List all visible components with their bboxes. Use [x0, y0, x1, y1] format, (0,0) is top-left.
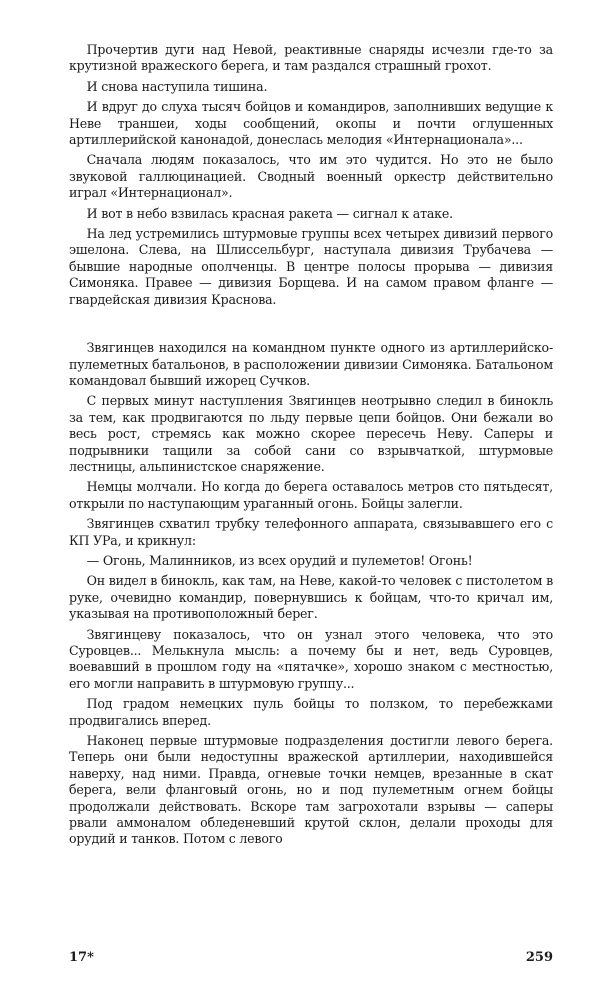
- paragraph: Под градом немецких пуль бойцы то ползком, то перебежками продвигались вперед.: [69, 696, 553, 728]
- page-body: [69, 42, 553, 852]
- paragraph: И вдруг до слуха тысяч бойцов и командиров, заполнивших ведущие к Неве траншеи, ходы сообщений, окопы и почти оглушенных артиллерийской канонадой, донеслась мелодия «Интернационала»...: [69, 99, 553, 148]
- paragraph: Прочертив дуги над Невой, реактивные снаряды исчезли где-то за крутизной вражеского берега, и там раздался страшный грохот.: [69, 42, 553, 74]
- paragraph: — Огонь, Малинников, из всех орудий и пулеметов! Огонь!: [86, 552, 473, 568]
- signature-mark: 17*: [69, 950, 94, 965]
- page-number: 259: [525, 950, 553, 965]
- page-footer: [69, 950, 553, 965]
- paragraph: Звягинцеву показалось, что он узнал этого человека, что это Суровцев... Мелькнула мысль: а почему бы и нет, ведь Суровцев, воевавший в прошлом году на «пятачке», хорошо знаком с местностью, его могли направить в штурмовую группу...: [69, 626, 553, 691]
- paragraph: Он видел в бинокль, как там, на Неве, какой-то человек с пистолетом в руке, очевидно командир, повернувшись к бойцам, что-то кричал им, указывая на противоположный берег.: [69, 573, 553, 622]
- paragraph: Звягинцев схватил трубку телефонного аппарата, связывавшего его с КП УРа, и крикнул:: [69, 516, 553, 548]
- paragraph: С первых минут наступления Звягинцев неотрывно следил в бинокль за тем, как продвигаются по льду первые цепи бойцов. Они бежали во весь рост, стремясь как можно скорее пересечь Неву. Саперы и подрывники тащили за собой сани со взрывчаткой, штурмовые лестницы, альпинистское снаряжение.: [69, 393, 553, 474]
- paragraph: Звягинцев находился на командном пункте одного из артиллерийско-пулеметных батальонов, в расположении дивизии Симоняка. Батальоном командовал бывший ижорец Сучков.: [69, 340, 553, 388]
- section-break: [69, 312, 553, 340]
- paragraph: Немцы молчали. Но когда до берега оставалось метров сто пятьдесят, открыли по наступающим ураганный огонь. Бойцы залегли.: [69, 479, 553, 511]
- paragraph: Наконец первые штурмовые подразделения достигли левого берега. Теперь они были недоступны вражеской артиллерии, находившейся наверху, над ними. Правда, огневые точки немцев, врезанные в скат берега, вели фланговый огонь, но и под пулеметным огнем бойцы продолжали действовать. Вскоре там загрохотали взрывы — саперы рвали аммоналом обледеневший крутой склон, делали проходы для орудий и танков. Потом с левого: [69, 733, 553, 847]
- paragraph: Сначала людям показалось, что им это чудится. Но это не было звуковой галлюцинацией. Сводный военный оркестр действительно играл «Интернационал».: [69, 152, 553, 201]
- paragraph: И снова наступила тишина.: [86, 78, 268, 94]
- paragraph: На лед устремились штурмовые группы всех четырех дивизий первого эшелона. Слева, на Шлиссельбург, наступала дивизия Трубачева — бывшие народные ополченцы. В центре полосы прорыва — дивизия Симоняка. Правее — дивизия Борщева. И на самом правом фланге — гвардейская дивизия Краснова.: [69, 226, 553, 307]
- paragraph: И вот в небо взвилась красная ракета — сигнал к атаке.: [86, 205, 453, 221]
